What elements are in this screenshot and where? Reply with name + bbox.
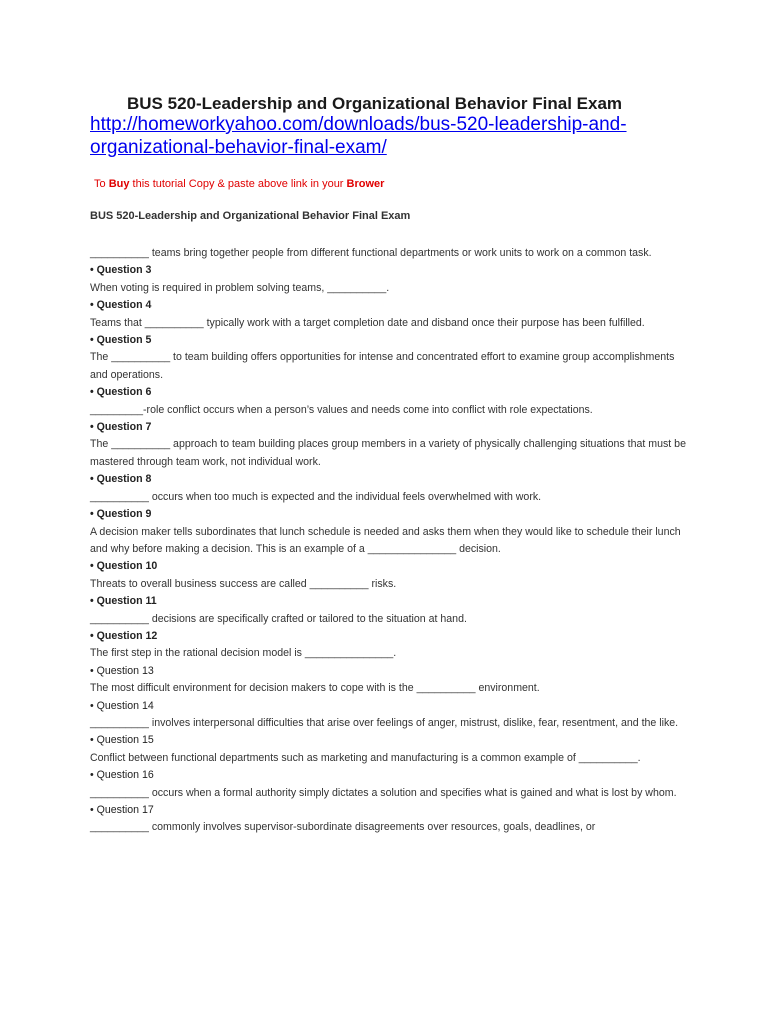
- tutorial-link[interactable]: [90, 113, 710, 159]
- brower-word: Brower: [346, 178, 385, 190]
- buy-prefix: To: [94, 178, 109, 190]
- tutorial-link-line-1[interactable]: http://homeworkyahoo.com/downloads/bus-520-leadership-and-: [90, 114, 627, 135]
- question-number: • Question 14: [90, 699, 154, 712]
- question-list: [90, 245, 690, 837]
- question-number: • Question 13: [90, 664, 154, 677]
- question-number: • Question 4: [90, 299, 152, 312]
- page-title: BUS 520-Leadership and Organizational Behavior Final Exam: [127, 94, 623, 113]
- question-text: __________ decisions are specifically crafted or tailored to the situation at hand.: [90, 612, 467, 625]
- question-number: • Question 6: [90, 386, 152, 399]
- question-text: __________ occurs when too much is expected and the individual feels overwhelmed with work.: [90, 490, 542, 503]
- question-number: • Question 11: [90, 595, 157, 608]
- question-text: __________ occurs when a formal authority simply dictates a solution and specifies what is gained and what is lost by whom.: [90, 786, 677, 799]
- tutorial-link-line-2[interactable]: organizational-behavior-final-exam/: [90, 137, 387, 158]
- question-number: • Question 5: [90, 334, 152, 347]
- question-text: When voting is required in problem solving teams, __________.: [90, 281, 390, 294]
- question-text: Conflict between functional departments such as marketing and manufacturing is a common example of __________.: [90, 751, 641, 764]
- question-text: A decision maker tells subordinates that lunch schedule is needed and asks them when they would like to schedule their lunch and why before making a decision. This is an example of a _______________ decision.: [90, 525, 681, 555]
- question-number: • Question 8: [90, 473, 152, 486]
- question-number: • Question 9: [90, 508, 152, 521]
- question-text: __________ teams bring together people from different functional departments or work units to work on a common task.: [90, 247, 652, 259]
- question-text: The first step in the rational decision model is _______________.: [90, 647, 397, 660]
- buy-word: Buy: [108, 178, 130, 190]
- question-text: The most difficult environment for decision makers to cope with is the __________ environment.: [90, 682, 540, 695]
- question-text: Teams that __________ typically work with a target completion date and disband once their purpose has been fulfilled.: [90, 316, 645, 329]
- question-number: • Question 3: [90, 264, 152, 277]
- question-number: • Question 15: [90, 734, 154, 747]
- buy-middle: this tutorial Copy & paste above link in your: [129, 178, 347, 190]
- question-text: Threats to overall business success are called __________ risks.: [90, 577, 397, 590]
- question-number: • Question 12: [90, 629, 158, 642]
- question-text: __________ involves interpersonal difficulties that arise over feelings of anger, mistrust, dislike, fear, resentment, and the like.: [90, 716, 679, 729]
- question-text: _________-role conflict occurs when a person’s values and needs come into conflict with role expectations.: [90, 403, 593, 416]
- question-text: The __________ approach to team building places group members in a variety of physically challenging situations that must be mastered through team work, not individual work.: [90, 438, 686, 468]
- question-number: • Question 17: [90, 804, 154, 816]
- buy-instruction: [94, 178, 384, 190]
- section-title: BUS 520-Leadership and Organizational Behavior Final Exam: [90, 210, 411, 222]
- question-number: • Question 7: [90, 421, 152, 434]
- question-number: • Question 16: [90, 769, 154, 782]
- question-text: __________ commonly involves supervisor-subordinate disagreements over resources, goals, deadlines, or: [90, 821, 596, 834]
- question-number: • Question 10: [90, 560, 158, 573]
- question-text: The __________ to team building offers opportunities for intense and concentrated effort to examine group accomplishments and operations.: [90, 351, 675, 381]
